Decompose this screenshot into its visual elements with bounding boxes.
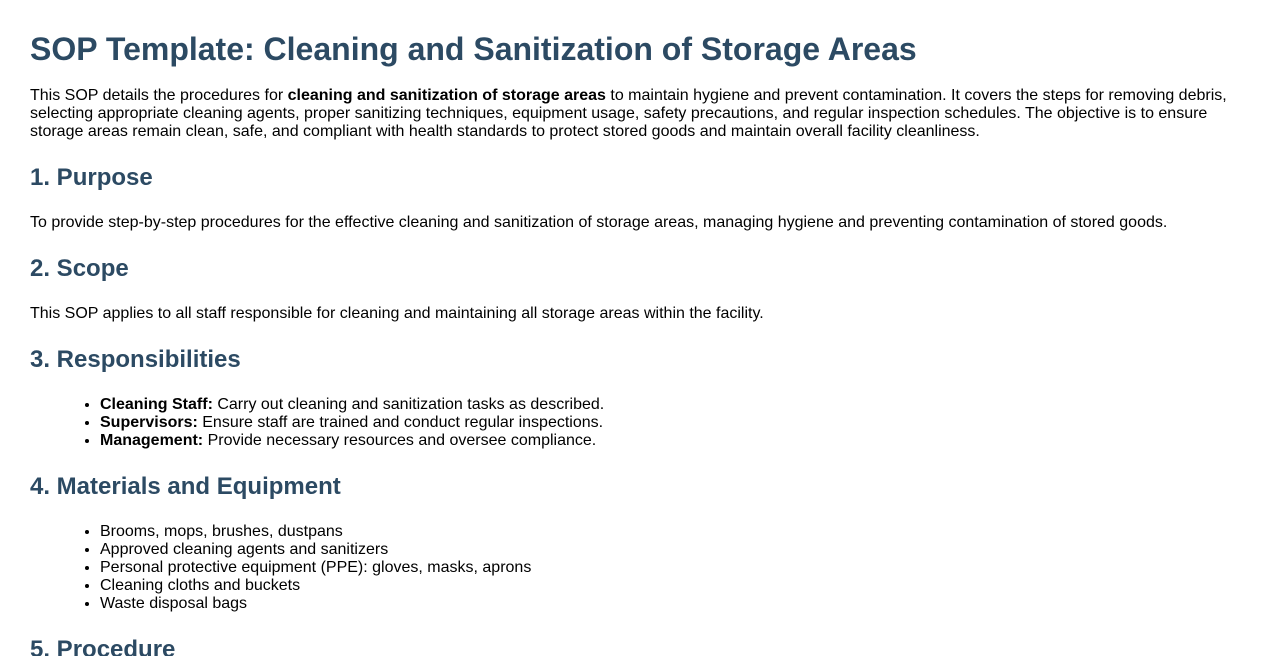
list-item: • Waste disposal bags xyxy=(100,595,1233,613)
section-heading-scope: 2. Scope xyxy=(30,255,129,282)
role-label: Supervisors: xyxy=(100,414,198,431)
section-heading-responsibilities: 3. Responsibilities xyxy=(30,346,241,373)
role-description: Carry out cleaning and sanitization tasks as described. xyxy=(212,396,605,413)
intro-text-after: to maintain hygiene and prevent contamination. It covers the steps for removing debris, selecting appropriate cleaning agents, proper sanitizing techniques, equipment usage, safety precautions, and regular inspection schedules. The objective is to ensure storage areas remain clean, safe, and compliant with health standards to protect stored goods and maintain overall facility cleanliness. xyxy=(30,87,1227,140)
materials-list xyxy=(30,523,1233,613)
page-title: SOP Template: Cleaning and Sanitization of Storage Areas xyxy=(30,31,917,67)
purpose-text: To provide step-by-step procedures for the effective cleaning and sanitization of storage areas, managing hygiene and preventing contamination of stored goods. xyxy=(30,214,1168,231)
responsibilities-list xyxy=(30,396,1233,450)
section-heading-purpose: 1. Purpose xyxy=(30,164,153,191)
scope-text: This SOP applies to all staff responsible for cleaning and maintaining all storage areas within the facility. xyxy=(30,305,764,322)
list-item: • Personal protective equipment (PPE): gloves, masks, aprons xyxy=(100,559,1233,577)
role-description: Ensure staff are trained and conduct regular inspections. xyxy=(197,414,604,431)
list-item: • Brooms, mops, brushes, dustpans xyxy=(100,523,1233,541)
list-item: • Cleaning cloths and buckets xyxy=(100,577,1233,595)
intro-paragraph xyxy=(30,87,1233,141)
section-heading-materials: 4. Materials and Equipment xyxy=(30,473,341,500)
role-label: Cleaning Staff: xyxy=(100,396,213,413)
list-item: • Approved cleaning agents and sanitizers xyxy=(100,541,1233,559)
list-item xyxy=(100,396,1233,414)
list-item xyxy=(100,432,1233,450)
intro-text-bold: cleaning and sanitization of storage areas xyxy=(287,87,606,104)
intro-text-before: This SOP details the procedures for xyxy=(30,87,288,104)
role-label: Management: xyxy=(100,432,204,449)
role-description: Provide necessary resources and oversee compliance. xyxy=(203,432,597,449)
section-heading-procedure: 5. Procedure xyxy=(30,636,176,656)
list-item xyxy=(100,414,1233,432)
